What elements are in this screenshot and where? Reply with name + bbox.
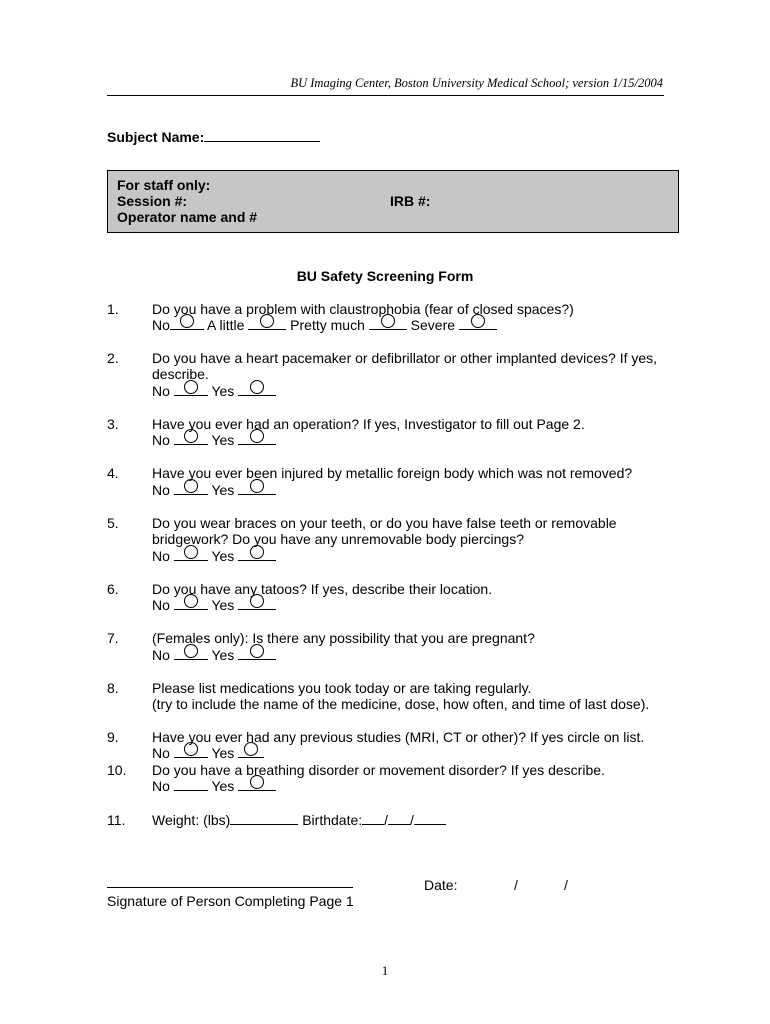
q9-text: Have you ever had any previous studies (MRI, CT or other)? If yes circle on list.	[152, 729, 645, 745]
q5-yes-circle[interactable]	[250, 545, 264, 559]
header-rule	[107, 95, 664, 96]
q4-text: Have you ever been injured by metallic foreign body which was not removed?	[152, 465, 633, 481]
q3-answers: No Yes	[152, 432, 276, 448]
q8-text-line1: Please list medications you took today or are taking regularly.	[152, 680, 532, 696]
birth-day-blank[interactable]	[388, 812, 410, 825]
signature-line[interactable]	[107, 887, 353, 888]
q7-no-blank[interactable]	[174, 647, 208, 660]
q6-number: 6.	[107, 581, 119, 597]
form-title: BU Safety Screening Form	[296, 268, 474, 284]
document-header: BU Imaging Center, Boston University Medical School; version 1/15/2004	[290, 76, 663, 90]
date-slash-1: /	[514, 877, 518, 893]
q8-text-line2: (try to include the name of the medicine, dose, how often, and time of last dose).	[152, 696, 650, 712]
q5-no-blank[interactable]	[174, 548, 208, 561]
q7-text: (Females only): Is there any possibility that you are pregnant?	[152, 630, 535, 646]
q7-answers: No Yes	[152, 647, 276, 663]
q6-no-blank[interactable]	[174, 597, 208, 610]
subject-name-field[interactable]	[107, 129, 320, 145]
q4-answers: No Yes	[152, 482, 276, 498]
q1-severe-circle[interactable]	[471, 314, 485, 328]
q9-yes-blank[interactable]	[238, 745, 264, 758]
q3-text: Have you ever had an operation? If yes, Investigator to fill out Page 2.	[152, 416, 585, 432]
staff-only-box	[107, 170, 679, 233]
q3-yes-circle[interactable]	[250, 429, 264, 443]
page-number: 1	[381, 963, 389, 978]
q2-number: 2.	[107, 350, 119, 366]
q10-number: 10.	[107, 762, 127, 778]
q7-yes-circle[interactable]	[250, 644, 264, 658]
q4-yes-circle[interactable]	[250, 479, 264, 493]
irb-label: IRB #:	[390, 193, 431, 209]
q7-number: 7.	[107, 630, 119, 646]
q9-no-circle[interactable]	[184, 742, 198, 756]
q9-answers: No Yes	[152, 745, 264, 761]
q2-text-line1: Do you have a heart pacemaker or defibrillator or other implanted devices? If yes,	[152, 350, 658, 366]
date-slash-2: /	[564, 877, 568, 893]
q9-number: 9.	[107, 729, 119, 745]
session-label: Session #:	[117, 193, 188, 209]
q4-no-blank[interactable]	[174, 482, 208, 495]
q10-answers: No Yes	[152, 778, 276, 794]
q3-number: 3.	[107, 416, 119, 432]
q1-number: 1.	[107, 301, 119, 317]
q3-no-circle[interactable]	[184, 429, 198, 443]
q5-text-line2: bridgework? Do you have any unremovable body piercings?	[152, 531, 524, 547]
q10-yes-blank[interactable]	[238, 778, 276, 791]
q11-number: 11.	[107, 812, 126, 828]
q4-no-circle[interactable]	[184, 479, 198, 493]
q10-yes-circle[interactable]	[250, 775, 264, 789]
q8-number: 8.	[107, 680, 119, 696]
q4-yes-blank[interactable]	[238, 482, 276, 495]
q1-no-blank[interactable]	[170, 317, 204, 330]
q5-number: 5.	[107, 515, 119, 531]
q7-yes-blank[interactable]	[238, 647, 276, 660]
q6-answers: No Yes	[152, 597, 276, 613]
q5-answers: No Yes	[152, 548, 276, 564]
q5-text-line1: Do you wear braces on your teeth, or do you have false teeth or removable	[152, 515, 617, 531]
birth-month-blank[interactable]	[362, 812, 384, 825]
q2-yes-circle[interactable]	[250, 380, 264, 394]
q2-text-line2: describe.	[152, 366, 209, 382]
q9-no-blank[interactable]	[174, 745, 208, 758]
q6-no-circle[interactable]	[184, 594, 198, 608]
weight-blank[interactable]	[230, 812, 298, 825]
q1-little-circle[interactable]	[260, 314, 274, 328]
date-label: Date:	[424, 877, 458, 893]
subject-name-label: Subject Name:	[107, 129, 205, 145]
q10-no-blank[interactable]	[174, 778, 208, 791]
q11-fields: Weight: (lbs) Birthdate: / /	[152, 812, 446, 828]
q9-yes-circle[interactable]	[244, 742, 258, 756]
q7-no-circle[interactable]	[184, 644, 198, 658]
q6-yes-blank[interactable]	[238, 597, 276, 610]
q2-answers: No Yes	[152, 383, 276, 399]
subject-name-blank[interactable]	[204, 129, 320, 142]
q2-no-circle[interactable]	[184, 380, 198, 394]
q6-text: Do you have any tatoos? If yes, describe their location.	[152, 581, 493, 597]
q5-no-circle[interactable]	[184, 545, 198, 559]
q1-text: Do you have a problem with claustrophobia (fear of closed spaces?)	[152, 301, 574, 317]
q10-text: Do you have a breathing disorder or movement disorder? If yes describe.	[152, 762, 605, 778]
q1-no-circle[interactable]	[180, 314, 194, 328]
q1-pretty-blank[interactable]	[369, 317, 407, 330]
signature-label: Signature of Person Completing Page 1	[107, 893, 354, 909]
q1-severe-blank[interactable]	[459, 317, 497, 330]
q2-yes-blank[interactable]	[238, 383, 276, 396]
q1-little-blank[interactable]	[248, 317, 286, 330]
birth-year-blank[interactable]	[414, 812, 446, 825]
staff-title: For staff only:	[117, 177, 211, 193]
operator-label: Operator name and #	[117, 209, 258, 225]
q5-yes-blank[interactable]	[238, 548, 276, 561]
q6-yes-circle[interactable]	[250, 594, 264, 608]
q2-no-blank[interactable]	[174, 383, 208, 396]
q3-no-blank[interactable]	[174, 432, 208, 445]
q3-yes-blank[interactable]	[238, 432, 276, 445]
q1-answers: No A little Pretty much Severe	[152, 317, 497, 333]
q1-pretty-circle[interactable]	[381, 314, 395, 328]
q4-number: 4.	[107, 465, 119, 481]
